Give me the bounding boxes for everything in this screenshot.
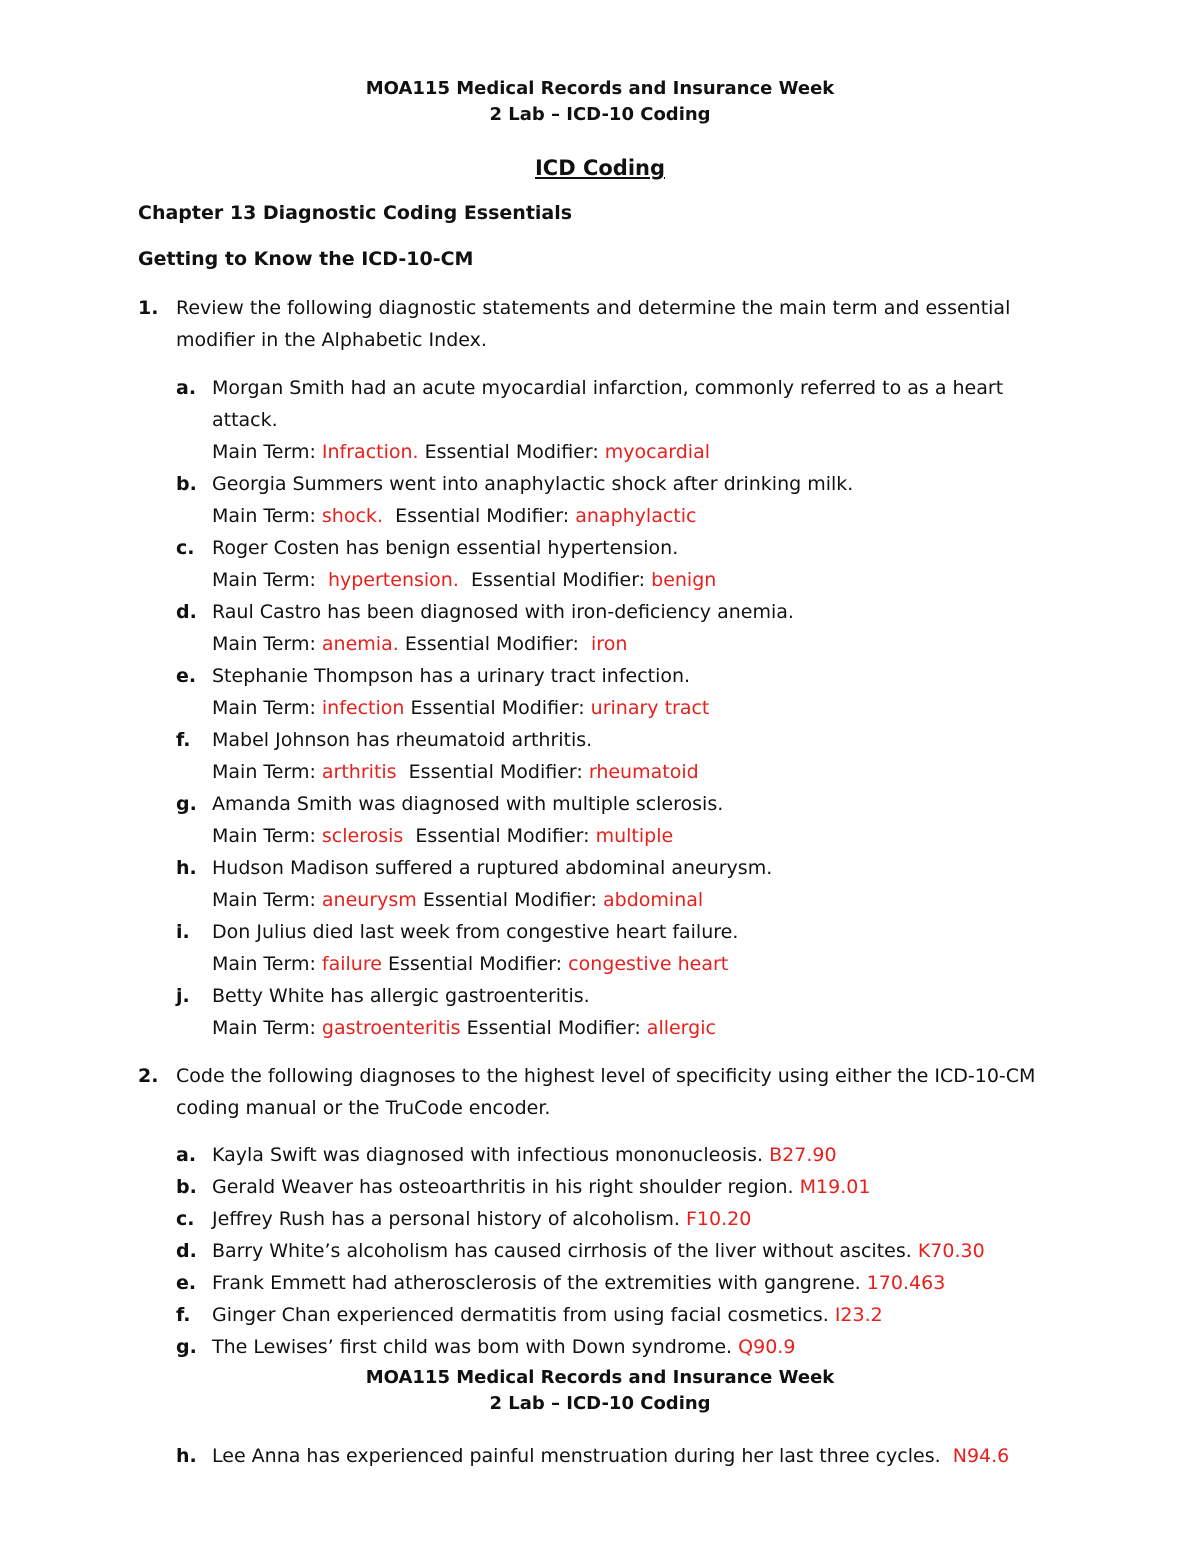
answer-line <box>212 564 716 596</box>
modifier-label: Essential Modifier: <box>415 825 590 847</box>
page-header-line1: MOA115 Medical Records and Insurance Week <box>365 1367 835 1388</box>
modifier-label: Essential Modifier: <box>466 1017 641 1039</box>
diagnosis-line <box>212 1139 837 1171</box>
diagnostic-statement: Stephanie Thompson has a urinary tract infection. <box>212 665 691 687</box>
main-term-answer: infection <box>321 697 405 719</box>
main-term-label: Main Term: <box>212 505 316 527</box>
list-marker: d. <box>176 601 197 623</box>
modifier-label: Essential Modifier: <box>424 441 599 463</box>
diagnosis-statement: Lee Anna has experienced painful menstruation during her last three cycles. <box>212 1445 941 1467</box>
answer-line <box>212 884 703 916</box>
diagnosis-code: K70.30 <box>917 1240 985 1262</box>
diagnosis-line <box>212 1171 870 1203</box>
diagnosis-code: F10.20 <box>685 1208 752 1230</box>
diagnostic-statement: Raul Castro has been diagnosed with iron-deficiency anemia. <box>212 601 794 623</box>
modifier-answer: anaphylactic <box>575 505 697 527</box>
modifier-answer: myocardial <box>604 441 711 463</box>
modifier-answer: abdominal <box>603 889 704 911</box>
list-marker: g. <box>176 793 197 815</box>
list-marker: b. <box>176 473 197 495</box>
modifier-answer: benign <box>651 569 717 591</box>
diagnosis-statement: Ginger Chan experienced dermatitis from using facial cosmetics. <box>212 1304 829 1326</box>
list-marker: b. <box>176 1176 197 1198</box>
diagnosis-statement: Jeffrey Rush has a personal history of alcoholism. <box>212 1208 680 1230</box>
diagnosis-line <box>212 1203 751 1235</box>
diagnosis-line <box>212 1235 985 1267</box>
modifier-label: Essential Modifier: <box>387 953 563 975</box>
diagnostic-statement: Amanda Smith was diagnosed with multiple sclerosis. <box>212 793 724 815</box>
modifier-answer: multiple <box>595 825 674 847</box>
list-marker: h. <box>176 857 197 879</box>
section-heading: Getting to Know the ICD-10-CM <box>138 248 474 270</box>
main-term-label: Main Term: <box>212 761 316 783</box>
diagnosis-statement: Gerald Weaver has osteoarthritis in his right shoulder region. <box>212 1176 794 1198</box>
main-term-answer: anemia. <box>321 633 399 655</box>
diagnosis-code: Q90.9 <box>738 1336 796 1358</box>
diagnostic-statement-cont: attack. <box>212 409 278 431</box>
modifier-label: Essential Modifier: <box>408 761 583 783</box>
main-term-label: Main Term: <box>212 825 316 847</box>
list-marker: i. <box>176 921 190 943</box>
question-2-text-cont: coding manual or the TruCode encoder. <box>176 1097 551 1119</box>
modifier-answer: allergic <box>646 1017 716 1039</box>
diagnosis-line <box>212 1440 1009 1472</box>
diagnosis-statement: Barry White’s alcoholism has caused cirrhosis of the liver without ascites. <box>212 1240 912 1262</box>
diagnosis-line <box>212 1299 883 1331</box>
diagnosis-code: 170.463 <box>866 1272 946 1294</box>
list-marker: h. <box>176 1445 197 1467</box>
list-marker: j. <box>176 985 190 1007</box>
main-term-answer: hypertension. <box>327 569 459 591</box>
list-marker: d. <box>176 1240 197 1262</box>
diagnosis-line <box>212 1331 795 1363</box>
main-term-answer: gastroenteritis <box>321 1017 461 1039</box>
question-1-number: 1. <box>138 297 159 319</box>
page-header-line2: 2 Lab – ICD-10 Coding <box>489 1393 711 1414</box>
modifier-answer: urinary tract <box>590 697 710 719</box>
page-header-line1: MOA115 Medical Records and Insurance Week <box>365 78 835 99</box>
answer-line <box>212 948 728 980</box>
answer-line <box>212 756 699 788</box>
main-term-label: Main Term: <box>212 953 316 975</box>
list-marker: a. <box>176 377 197 399</box>
list-marker: f. <box>176 1304 191 1326</box>
main-term-answer: sclerosis <box>321 825 404 847</box>
list-marker: f. <box>176 729 191 751</box>
chapter-heading: Chapter 13 Diagnostic Coding Essentials <box>138 202 573 224</box>
question-1-text: Review the following diagnostic statements and determine the main term and essential <box>176 297 1011 319</box>
document-title: ICD Coding <box>534 156 666 180</box>
main-term-answer: shock. <box>321 505 383 527</box>
list-marker: g. <box>176 1336 197 1358</box>
answer-line <box>212 1012 716 1044</box>
diagnosis-statement: Kayla Swift was diagnosed with infectious mononucleosis. <box>212 1144 764 1166</box>
modifier-answer: rheumatoid <box>588 761 699 783</box>
main-term-label: Main Term: <box>212 1017 316 1039</box>
modifier-label: Essential Modifier: <box>404 633 579 655</box>
diagnostic-statement: Georgia Summers went into anaphylactic shock after drinking milk. <box>212 473 854 495</box>
diagnosis-code: I23.2 <box>834 1304 883 1326</box>
diagnostic-statement: Morgan Smith had an acute myocardial infarction, commonly referred to as a heart <box>212 377 1004 399</box>
main-term-answer: arthritis <box>321 761 397 783</box>
main-term-label: Main Term: <box>212 569 316 591</box>
main-term-answer: Infraction. <box>321 441 419 463</box>
question-2-number: 2. <box>138 1065 159 1087</box>
diagnostic-statement: Betty White has allergic gastroenteritis. <box>212 985 590 1007</box>
diagnosis-code: M19.01 <box>799 1176 871 1198</box>
page-header-line2: 2 Lab – ICD-10 Coding <box>489 104 711 125</box>
diagnostic-statement: Hudson Madison suffered a ruptured abdominal aneurysm. <box>212 857 773 879</box>
modifier-label: Essential Modifier: <box>410 697 585 719</box>
modifier-answer: iron <box>591 633 628 655</box>
diagnostic-statement: Don Julius died last week from congestive heart failure. <box>212 921 739 943</box>
list-marker: c. <box>176 537 195 559</box>
answer-line <box>212 820 673 852</box>
question-2-text: Code the following diagnoses to the highest level of specificity using either the ICD-10-CM <box>176 1065 1036 1087</box>
main-term-label: Main Term: <box>212 633 316 655</box>
main-term-label: Main Term: <box>212 441 316 463</box>
diagnostic-statement: Roger Costen has benign essential hypertension. <box>212 537 679 559</box>
main-term-answer: failure <box>321 953 382 975</box>
question-1-text-cont: modifier in the Alphabetic Index. <box>176 329 487 351</box>
answer-line <box>212 436 710 468</box>
list-marker: a. <box>176 1144 197 1166</box>
diagnostic-statement: Mabel Johnson has rheumatoid arthritis. <box>212 729 593 751</box>
diagnosis-statement: The Lewises’ first child was bom with Down syndrome. <box>212 1336 733 1358</box>
list-marker: c. <box>176 1208 195 1230</box>
answer-line <box>212 500 696 532</box>
modifier-label: Essential Modifier: <box>470 569 646 591</box>
main-term-label: Main Term: <box>212 889 316 911</box>
answer-line <box>212 692 709 724</box>
diagnosis-code: B27.90 <box>769 1144 837 1166</box>
diagnosis-statement: Frank Emmett had atherosclerosis of the extremities with gangrene. <box>212 1272 861 1294</box>
list-marker: e. <box>176 665 197 687</box>
list-marker: e. <box>176 1272 197 1294</box>
answer-line <box>212 628 627 660</box>
modifier-answer: congestive heart <box>568 953 729 975</box>
modifier-label: Essential Modifier: <box>395 505 570 527</box>
modifier-label: Essential Modifier: <box>422 889 597 911</box>
diagnosis-line <box>212 1267 945 1299</box>
diagnosis-code: N94.6 <box>952 1445 1010 1467</box>
main-term-answer: aneurysm <box>321 889 417 911</box>
main-term-label: Main Term: <box>212 697 316 719</box>
